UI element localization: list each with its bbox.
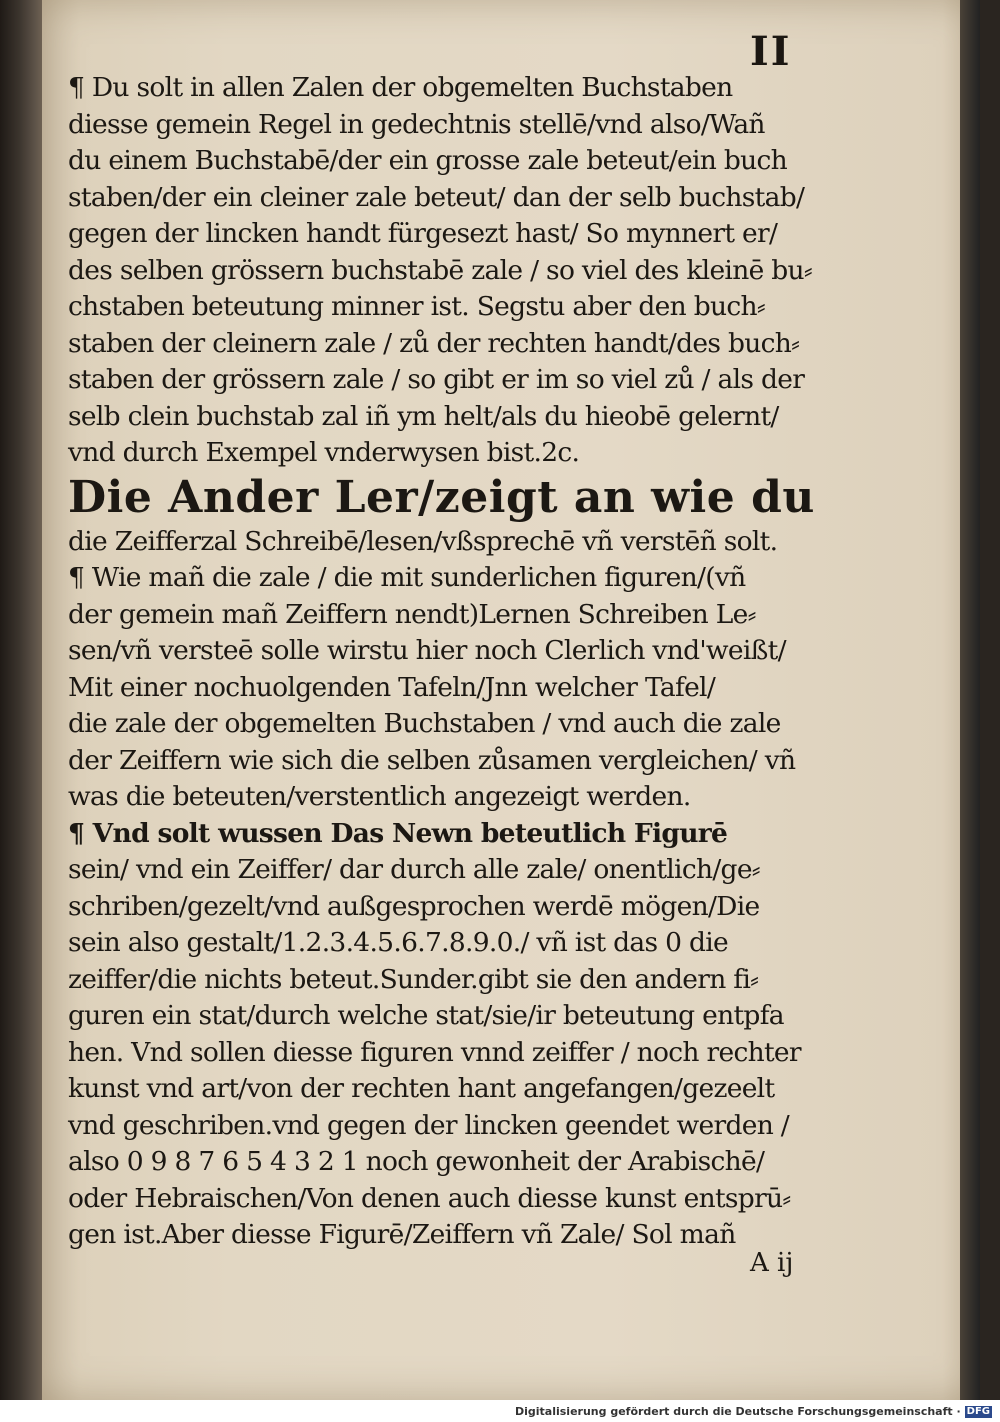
text-line: schriben/gezelt/vnd außgesprochen werdē mögen/Die <box>68 890 760 922</box>
page-edge <box>960 0 980 1400</box>
text-line: oder Hebraischen/Von denen auch diesse kunst entsprū⸗ <box>68 1182 791 1214</box>
signature-mark: A ij <box>750 1248 794 1278</box>
text-line: Mit einer nochuolgenden Tafeln/Jnn welcher Tafel/ <box>68 671 716 703</box>
section-heading: Die Ander Ler/zeigt an wie du <box>68 471 815 523</box>
text-line: gen ist.Aber diesse Figurē/Zeiffern vñ Zale/ Sol mañ <box>68 1219 736 1250</box>
text-line: der Zeiffern wie sich die selben zůsamen vergleichen/ vñ <box>68 744 796 776</box>
text-line: die zale der obgemelten Buchstaben / vnd auch die zale <box>68 708 781 739</box>
text-line: du einem Buchstabē/der ein grosse zale beteut/ein buch <box>68 145 788 176</box>
text-line: guren ein stat/durch welche stat/sie/ir beteutung entpfa <box>68 1000 784 1031</box>
text-line: die Zeifferzal Schreibē/lesen/vßsprechē vñ verstēñ solt. <box>68 525 778 557</box>
book-spine <box>0 0 42 1400</box>
text-line: sen/vñ versteē solle wirstu hier noch Clerlich vnd'weißt/ <box>68 635 786 666</box>
text-line: vnd durch Exempel vnderwysen bist.2c. <box>68 437 580 468</box>
text-line: was die beteuten/verstentlich angezeigt werden. <box>68 781 691 812</box>
text-line: staben der cleinern zale / zů der rechten handt/des buch⸗ <box>68 327 800 359</box>
text-line: staben der grössern zale / so gibt er im so viel zů / als der <box>68 364 805 395</box>
paragraph-3 <box>68 852 848 1254</box>
text-line: vnd geschriben.vnd gegen der lincken geendet werden / <box>68 1109 790 1141</box>
book-page <box>42 0 980 1400</box>
text-line: chstaben beteutung minner ist. Segstu aber den buch⸗ <box>68 291 765 322</box>
footer-text: Digitalisierung gefördert durch die Deutsche Forschungsgemeinschaft · <box>514 1405 961 1418</box>
text-line: gegen der lincken handt fürgesezt hast/ So mynnert er/ <box>68 218 778 249</box>
text-line: der gemein mañ Zeiffern nendt)Lernen Schreiben Le⸗ <box>68 598 756 630</box>
folio-number: II <box>750 28 792 75</box>
paragraph-1 <box>68 70 848 472</box>
text-line: sein also gestalt/1.2.3.4.5.6.7.8.9.0./ vñ ist das 0 die <box>68 927 729 958</box>
text-line: staben/der ein cleiner zale beteut/ dan der selb buchstab/ <box>68 181 805 213</box>
text-line: ¶ Wie mañ die zale / die mit sunderlichen figuren/(vñ <box>68 562 746 593</box>
text-line: also 0 9 8 7 6 5 4 3 2 1 noch gewonheit der Arabischē/ <box>68 1146 765 1177</box>
text-line: selb clein buchstab zal iñ ym helt/als du hieobē gelernt/ <box>68 400 779 432</box>
text-line: zeiffer/die nichts beteut.Sunder.gibt sie den andern fi⸗ <box>68 963 759 995</box>
text-line: sein/ vnd ein Zeiffer/ dar durch alle zale/ onentlich/ge⸗ <box>68 854 760 885</box>
page-text <box>68 70 848 1254</box>
dfg-logo: DFG <box>966 1405 990 1417</box>
footer-credit <box>515 1405 992 1418</box>
text-line: hen. Vnd sollen diesse figuren vnnd zeiffer / noch rechter <box>68 1036 801 1068</box>
text-line: ¶ Du solt in allen Zalen der obgemelten Buchstaben <box>68 72 733 103</box>
paragraph-2 <box>68 524 848 816</box>
text-line: diesse gemein Regel in gedechtnis stellē/vnd also/Wañ <box>68 108 765 140</box>
paragraph-3-lead: ¶ Vnd solt wussen Das Newn beteutlich Figurē <box>68 817 728 849</box>
text-line: des selben grössern buchstabē zale / so viel des kleinē bu⸗ <box>68 254 813 286</box>
text-line: kunst vnd art/von der rechten hant angefangen/gezeelt <box>68 1073 775 1104</box>
